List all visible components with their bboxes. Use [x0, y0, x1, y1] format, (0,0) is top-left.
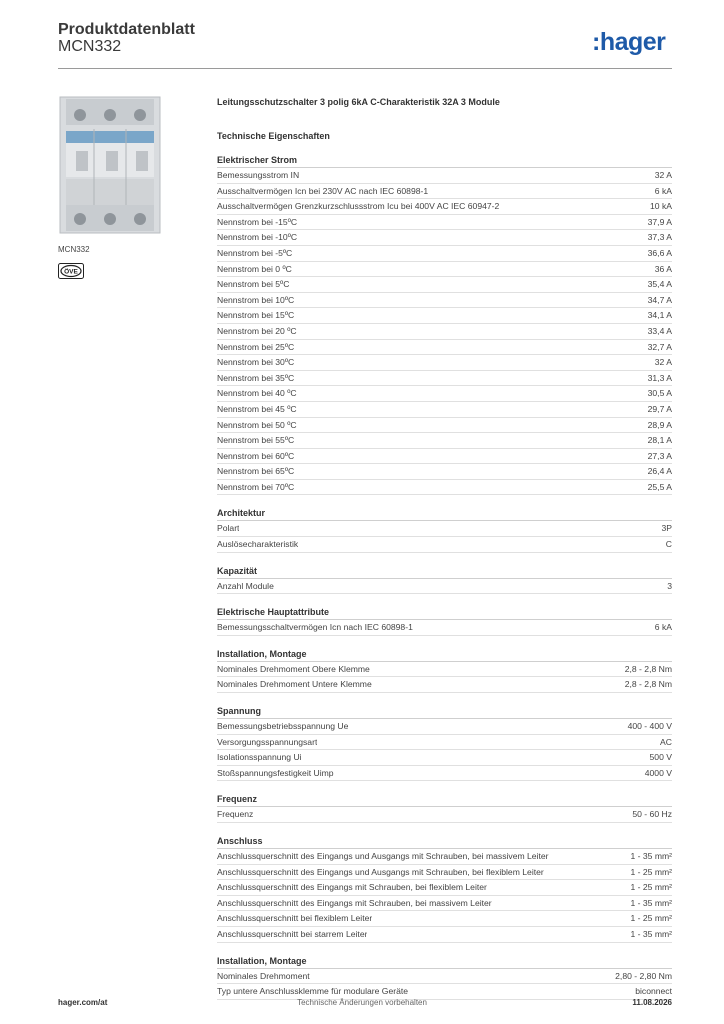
- spec-row: [217, 620, 672, 636]
- spec-row: [217, 340, 672, 356]
- spec-row: [217, 371, 672, 387]
- group-spacer: [217, 636, 672, 647]
- spec-row: [217, 735, 672, 751]
- spec-label: Nennstrom bei 45 ºC: [217, 403, 297, 414]
- spec-group: [217, 605, 672, 636]
- spec-label: Nennstrom bei 25ºC: [217, 341, 295, 352]
- group-spacer: [217, 553, 672, 564]
- spec-label: Nennstrom bei 30ºC: [217, 357, 295, 368]
- spec-value: 30,5 A: [647, 388, 672, 399]
- spec-row: [217, 807, 672, 823]
- spec-label: Ausschaltvermögen Icn bei 230V AC nach IEC 60898-1: [217, 185, 429, 196]
- spec-row: [217, 246, 672, 262]
- spec-row: [217, 969, 672, 985]
- spec-label: Nennstrom bei 60ºC: [217, 450, 295, 461]
- spec-group: [217, 564, 672, 595]
- spec-label: Anzahl Module: [217, 580, 274, 591]
- group-spacer: [217, 823, 672, 834]
- group-spacer: [217, 943, 672, 954]
- spec-label: Anschlussquerschnitt bei starrem Leiter: [217, 928, 368, 939]
- spec-value: 36,6 A: [647, 247, 672, 258]
- spec-group: [217, 506, 672, 552]
- spec-group: [217, 834, 672, 943]
- spec-row: [217, 449, 672, 465]
- spec-value: 1 - 25 mm²: [630, 913, 672, 924]
- spec-row: [217, 750, 672, 766]
- spec-row: [217, 521, 672, 537]
- spec-value: 1 - 25 mm²: [630, 866, 672, 877]
- spec-value: 1 - 35 mm²: [630, 851, 672, 861]
- spec-label: Anschlussquerschnitt bei flexiblem Leiter: [217, 913, 373, 924]
- spec-row: [217, 402, 672, 418]
- spec-label: Nennstrom bei 35ºC: [217, 372, 295, 383]
- spec-group-title: Anschluss: [217, 834, 672, 849]
- spec-row: [217, 537, 672, 553]
- ove-certification-icon: [58, 263, 84, 279]
- image-caption: MCN332: [58, 245, 90, 254]
- group-spacer: [217, 495, 672, 506]
- spec-row: [217, 168, 672, 184]
- spec-label: Nennstrom bei 10ºC: [217, 294, 295, 305]
- spec-label: Nennstrom bei -10ºC: [217, 232, 298, 243]
- spec-value: 500 V: [649, 752, 672, 763]
- spec-value: 2,8 - 2,8 Nm: [624, 679, 672, 690]
- spec-value: 32 A: [654, 170, 672, 180]
- spec-group-title: Spannung: [217, 704, 672, 719]
- spec-label: Bemessungsbetriebsspannung Ue: [217, 721, 349, 732]
- spec-label: Anschlussquerschnitt des Eingangs mit Schrauben, bei massivem Leiter: [217, 897, 492, 908]
- spec-row: [217, 277, 672, 293]
- spec-label: Nennstrom bei 40 ºC: [217, 388, 297, 399]
- spec-group: [217, 704, 672, 781]
- spec-row: [217, 865, 672, 881]
- spec-label: Nominales Drehmoment Untere Klemme: [217, 679, 372, 690]
- spec-value: 1 - 35 mm²: [630, 928, 672, 939]
- spec-group: [217, 647, 672, 693]
- header-divider: [58, 68, 672, 69]
- circuit-breaker-image: [58, 95, 162, 235]
- spec-value: 1 - 35 mm²: [630, 897, 672, 908]
- spec-value: AC: [660, 736, 672, 747]
- spec-label: Versorgungsspannungsart: [217, 736, 318, 747]
- spec-value: 29,7 A: [647, 403, 672, 414]
- spec-value: 37,9 A: [647, 216, 672, 227]
- spec-group-title: Frequenz: [217, 792, 672, 807]
- group-spacer: [217, 781, 672, 792]
- spec-group-title: Kapazität: [217, 564, 672, 579]
- spec-row: [217, 911, 672, 927]
- spec-value: 2,80 - 2,80 Nm: [615, 970, 672, 981]
- spec-row: [217, 262, 672, 278]
- footer-disclaimer: Technische Änderungen vorbehalten: [297, 998, 427, 1007]
- spec-label: Nennstrom bei 15ºC: [217, 310, 295, 321]
- spec-row: [217, 719, 672, 735]
- spec-group-title: Elektrische Hauptattribute: [217, 605, 672, 620]
- spec-value: 6 kA: [654, 622, 672, 633]
- footer-website[interactable]: hager.com/at: [58, 998, 108, 1007]
- spec-label: Bemessungsschaltvermögen Icn nach IEC 60898-1: [217, 622, 413, 633]
- spec-row: [217, 355, 672, 371]
- group-spacer: [217, 594, 672, 605]
- spec-label: Nennstrom bei 5ºC: [217, 279, 290, 290]
- spec-label: Nennstrom bei 70ºC: [217, 481, 295, 492]
- spec-value: C: [665, 539, 672, 550]
- spec-value: 32 A: [654, 357, 672, 368]
- spec-row: [217, 308, 672, 324]
- spec-value: 27,3 A: [647, 450, 672, 461]
- spec-label: Anschlussquerschnitt des Eingangs mit Schrauben, bei flexiblem Leiter: [217, 882, 487, 893]
- spec-label: Isolationsspannung Ui: [217, 752, 302, 763]
- spec-value: 31,3 A: [647, 372, 672, 383]
- spec-row: [217, 324, 672, 340]
- spec-group: [217, 792, 672, 823]
- spec-label: Nominales Drehmoment: [217, 970, 310, 981]
- spec-value: 3P: [661, 523, 672, 534]
- spec-value: 25,5 A: [647, 481, 672, 492]
- spec-label: Nennstrom bei 55ºC: [217, 435, 295, 446]
- spec-value: 1 - 25 mm²: [630, 882, 672, 893]
- spec-value: 4000 V: [644, 767, 672, 778]
- spec-row: [217, 677, 672, 693]
- spec-row: [217, 433, 672, 449]
- spec-value: 3: [667, 580, 672, 591]
- spec-value: biconnect: [635, 986, 672, 997]
- product-code: MCN332: [58, 38, 122, 55]
- spec-value: 37,3 A: [647, 232, 672, 243]
- spec-value: 32,7 A: [647, 341, 672, 352]
- spec-label: Frequenz: [217, 809, 254, 820]
- spec-label: Nennstrom bei -5ºC: [217, 247, 293, 258]
- spec-group-title: Architektur: [217, 506, 672, 521]
- spec-value: 36 A: [654, 263, 672, 274]
- spec-label: Anschlussquerschnitt des Eingangs und Ausgangs mit Schrauben, bei massivem Leiter: [217, 851, 549, 861]
- spec-label: Nennstrom bei -15ºC: [217, 216, 298, 227]
- spec-group-title: Installation, Montage: [217, 647, 672, 662]
- spec-row: [217, 766, 672, 782]
- spec-value: 50 - 60 Hz: [632, 809, 672, 820]
- group-spacer: [217, 693, 672, 704]
- spec-label: Typ untere Anschlussklemme für modulare Geräte: [217, 986, 409, 997]
- spec-row: [217, 386, 672, 402]
- spec-label: Auslösecharakteristik: [217, 539, 299, 550]
- spec-row: [217, 662, 672, 678]
- svg-text:ÖVE: ÖVE: [64, 268, 78, 276]
- spec-value: 6 kA: [654, 185, 672, 196]
- spec-value: 35,4 A: [647, 279, 672, 290]
- spec-label: Anschlussquerschnitt des Eingangs und Ausgangs mit Schrauben, bei flexiblem Leiter: [217, 866, 544, 877]
- spec-value: 10 kA: [650, 201, 672, 212]
- spec-value: 33,4 A: [647, 325, 672, 336]
- spec-row: [217, 480, 672, 496]
- spec-group-title: Installation, Montage: [217, 954, 672, 969]
- spec-row: [217, 849, 672, 865]
- spec-value: 28,1 A: [647, 435, 672, 446]
- spec-label: Nennstrom bei 65ºC: [217, 466, 295, 477]
- spec-label: Stoßspannungsfestigkeit Uimp: [217, 767, 334, 778]
- spec-group: [217, 954, 672, 1000]
- spec-row: [217, 293, 672, 309]
- spec-value: 400 - 400 V: [627, 721, 672, 732]
- spec-row: [217, 927, 672, 943]
- spec-label: Nennstrom bei 0 ºC: [217, 263, 292, 274]
- spec-label: Nennstrom bei 50 ºC: [217, 419, 297, 430]
- spec-value: 34,1 A: [647, 310, 672, 321]
- spec-group: [217, 153, 672, 495]
- spec-row: [217, 464, 672, 480]
- spec-row: [217, 880, 672, 896]
- document-title: Leitungsschutzschalter 3 polig 6kA C-Charakteristik 32A 3 Module: [217, 97, 500, 107]
- specifications-table: [217, 153, 672, 1000]
- spec-label: Nennstrom bei 20 ºC: [217, 325, 297, 336]
- spec-label: Ausschaltvermögen Grenzkurzschlussstrom Icu bei 400V AC IEC 60947-2: [217, 201, 500, 212]
- spec-value: 28,9 A: [647, 419, 672, 430]
- spec-value: 2,8 - 2,8 Nm: [624, 663, 672, 674]
- spec-label: Bemessungsstrom IN: [217, 170, 300, 180]
- spec-row: [217, 418, 672, 434]
- spec-label: Polart: [217, 523, 240, 534]
- spec-row: [217, 896, 672, 912]
- section-heading: Technische Eigenschaften: [217, 131, 330, 141]
- spec-row: [217, 579, 672, 595]
- hager-logo: :hager: [592, 28, 666, 56]
- spec-group-title: Elektrischer Strom: [217, 153, 672, 168]
- footer-date: 11.08.2026: [632, 998, 672, 1007]
- spec-row: [217, 230, 672, 246]
- spec-row: [217, 184, 672, 200]
- page-title: Produktdatenblatt: [58, 21, 195, 38]
- spec-value: 26,4 A: [647, 466, 672, 477]
- spec-label: Nominales Drehmoment Obere Klemme: [217, 663, 370, 674]
- spec-value: 34,7 A: [647, 294, 672, 305]
- spec-row: [217, 199, 672, 215]
- spec-row: [217, 215, 672, 231]
